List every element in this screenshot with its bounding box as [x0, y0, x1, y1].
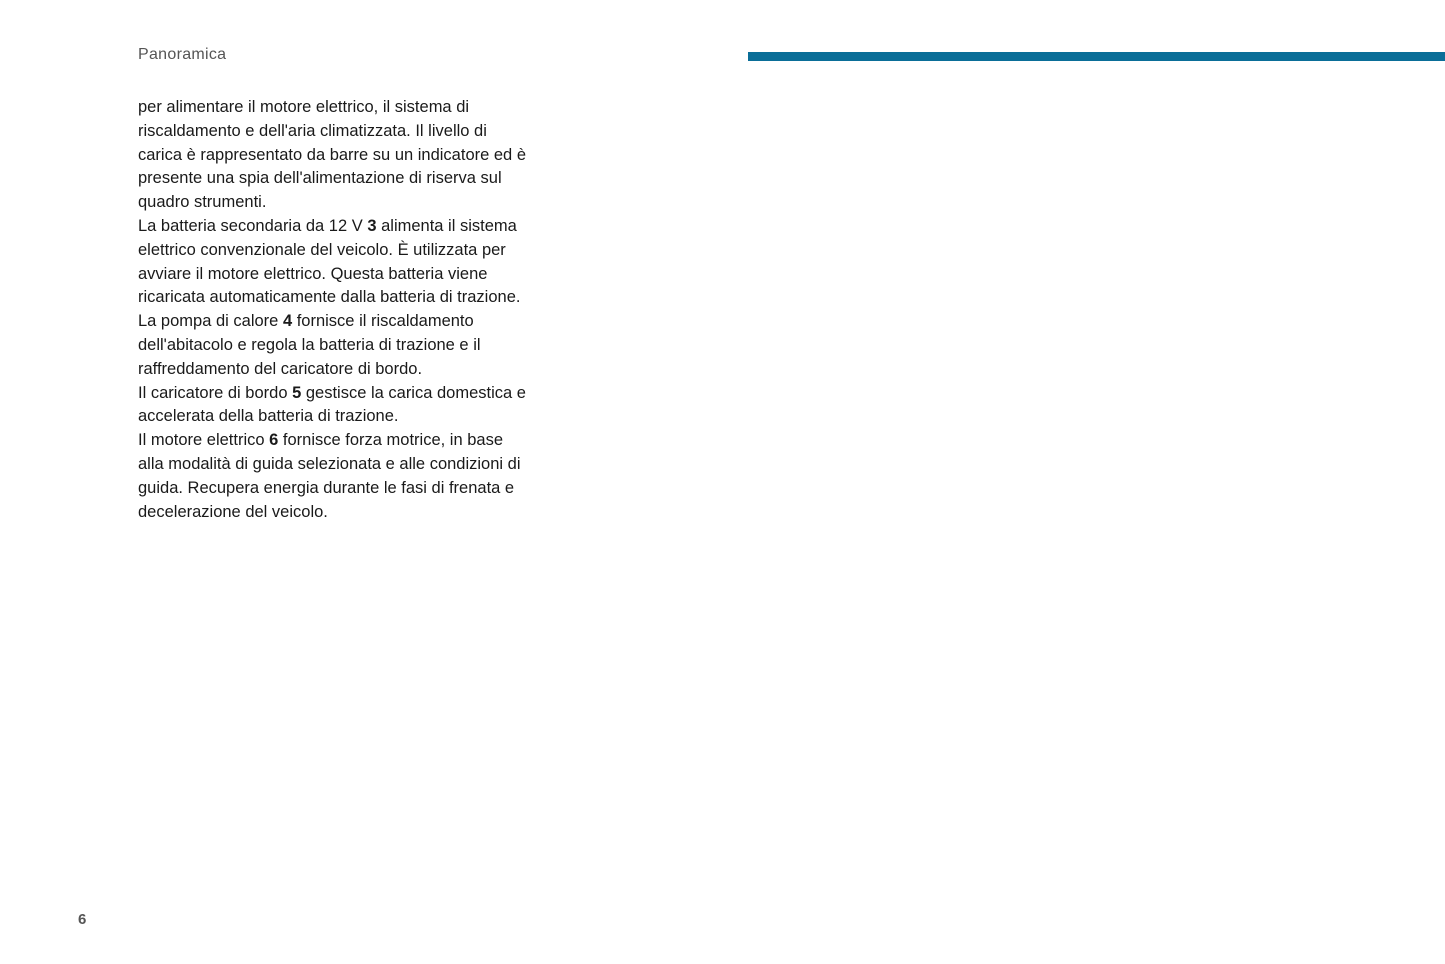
header-accent-bar — [748, 52, 1445, 61]
body-text — [138, 96, 530, 524]
paragraph — [138, 429, 530, 524]
page-number: 6 — [78, 911, 87, 928]
paragraph-text: per alimentare il motore elettrico, il sistema di riscaldamento e dell'aria climatizzata. Il livello di carica è rappresentato da barre su un indicatore ed è presente una spia dell'alimentazione di riserva sul quadro strumenti. — [138, 98, 526, 212]
paragraph-text: fornisce il riscaldamento dell'abitacolo e regola la batteria di trazione e il raffreddamento del caricatore di bordo. — [138, 312, 481, 378]
paragraph-text: Il caricatore di bordo — [138, 383, 293, 402]
paragraph-text: alimenta il sistema elettrico convenzionale del veicolo. È utilizzata per avviare il motore elettrico. Questa batteria viene ricaricata automaticamente dalla batteria di trazione. — [138, 216, 521, 307]
paragraph — [138, 96, 530, 215]
component-number: 3 — [367, 216, 377, 235]
paragraph — [138, 310, 530, 381]
paragraph-text: gestisce la carica domestica e accelerata della batteria di trazione. — [138, 383, 526, 426]
paragraph-text: fornisce forza motrice, in base alla modalità di guida selezionata e alle condizioni di guida. Recupera energia durante le fasi di frenata e decelerazione del veicolo. — [138, 431, 521, 521]
paragraph-text: La pompa di calore — [138, 312, 283, 331]
paragraph-text: La batteria secondaria da 12 V — [138, 216, 368, 235]
component-number: 5 — [292, 383, 302, 402]
section-title: Panoramica — [138, 46, 227, 63]
paragraph-text: Il motore elettrico — [138, 431, 270, 450]
paragraph — [138, 215, 530, 310]
paragraph — [138, 382, 530, 430]
component-number: 4 — [282, 312, 293, 331]
component-number: 6 — [269, 431, 279, 450]
